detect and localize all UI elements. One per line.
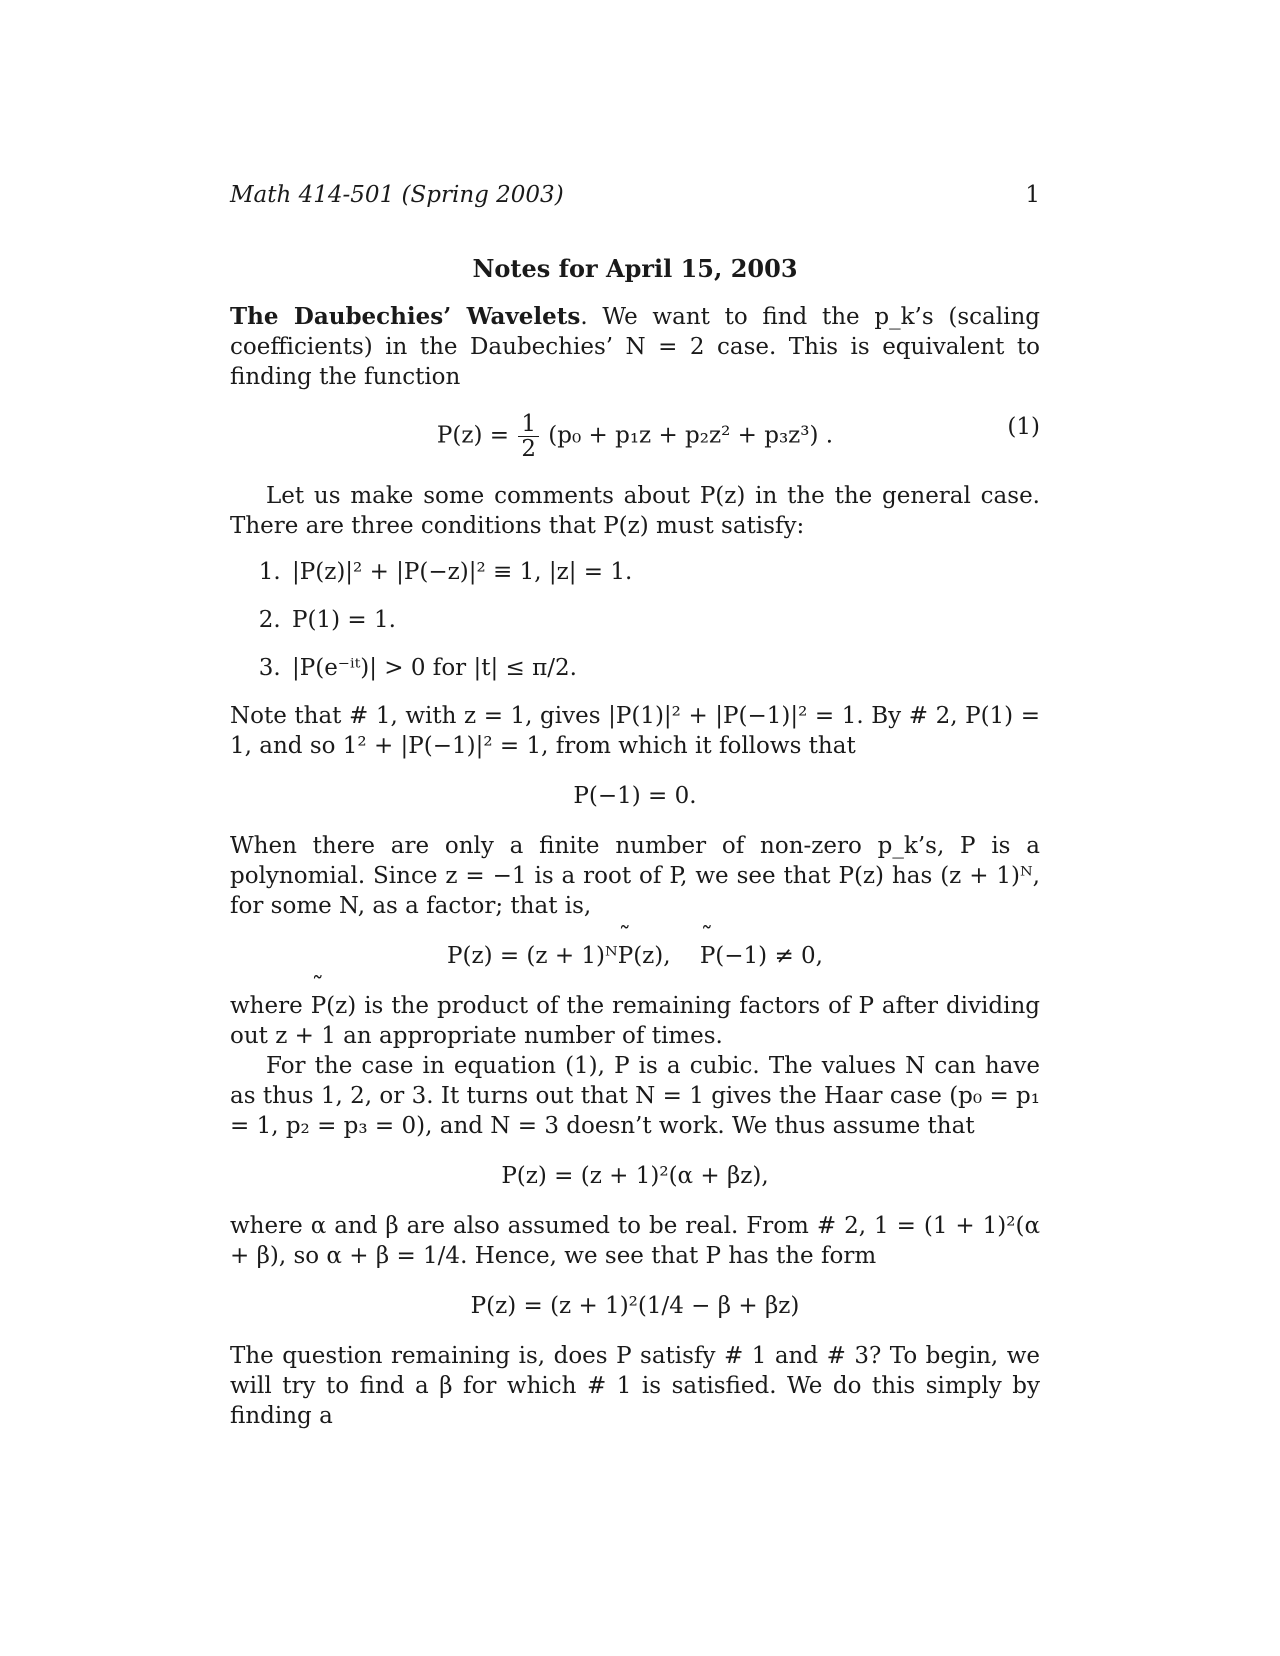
- eq3-ptilde-1: ˜ P: [618, 941, 633, 971]
- condition-item: 2. P(1) = 1.: [288, 605, 1040, 635]
- para5-ptilde: ˜ P: [311, 991, 326, 1021]
- paragraph-note: Note that # 1, with z = 1, gives |P(1)|² + |P(−1)|² = 1. By # 2, P(1) = 1, and so 1² + |P(−1)|² = 1, from which it follows that: [230, 703, 1040, 759]
- eq3-mid: (z),: [633, 943, 671, 969]
- paragraph-real-coefficients: where α and β are also assumed to be real. From # 2, 1 = (1 + 1)²(α + β), so α + β = 1/4. Hence, we see that P has the form: [230, 1213, 1040, 1269]
- equation-1: [230, 412, 1040, 461]
- conditions-list: [230, 557, 1040, 683]
- notes-title: Notes for April 15, 2003: [472, 254, 798, 283]
- paragraph-cubic-case: For the case in equation (1), P is a cubic. The values N can have as thus 1, 2, or 3. It turns out that N = 1 gives the Haar case (p₀ = p₁ = 1, p₂ = p₃ = 0), and N = 3 doesn’t work. We thus assume that: [230, 1053, 1040, 1139]
- eq1-lhs: P(z) =: [436, 422, 510, 449]
- document-page: [230, 180, 1040, 1431]
- equation-4: P(z) = (z + 1)²(α + βz),: [501, 1163, 769, 1189]
- equation-5: P(z) = (z + 1)²(1/4 − β + βz): [470, 1293, 800, 1319]
- equation-2: P(−1) = 0.: [573, 783, 697, 809]
- equation-3: [230, 941, 1040, 971]
- eq1-rhs: (p₀ + p₁z + p₂z² + p₃z³) .: [548, 422, 834, 449]
- paragraph-question: The question remaining is, does P satisfy # 1 and # 3? To begin, we will try to find a β for which # 1 is satisfied. We do this simply by finding a: [230, 1343, 1040, 1429]
- condition-item: 1. |P(z)|² + |P(−z)|² ≡ 1, |z| = 1.: [288, 557, 1040, 587]
- condition-item: 3. |P(e⁻ⁱᵗ)| > 0 for |t| ≤ π/2.: [288, 653, 1040, 683]
- paragraph-intro: [230, 302, 1040, 392]
- paragraph-conditions-intro: Let us make some comments about P(z) in the the general case. There are three conditions that P(z) must satisfy:: [230, 483, 1040, 539]
- running-header: [230, 180, 1040, 210]
- paragraph-polynomial: When there are only a finite number of non-zero p_k’s, P is a polynomial. Since z = −1 is a root of P, we see that P(z) has (z + 1)ᴺ, for some N, as a factor; that is,: [230, 833, 1040, 919]
- para5-pre: where: [230, 993, 303, 1019]
- paragraph-remaining-factors: [230, 991, 1040, 1051]
- eq1-fraction: [518, 412, 539, 461]
- para5-post: (z) is the product of the remaining factors of P after dividing out z + 1 an appropriate number of times.: [230, 993, 1041, 1049]
- page-number: 1: [1025, 182, 1040, 208]
- paragraph-intro-text: . We want to find the p_k’s (scaling coefficients) in the Daubechies’ N = 2 case. This is equivalent to finding the function: [230, 304, 1040, 390]
- eq3-left: P(z) = (z + 1)ᴺ: [447, 943, 618, 969]
- section-heading: The Daubechies’ Wavelets: [230, 303, 581, 330]
- eq1-number: (1): [1007, 414, 1040, 440]
- eq3-right: (−1) ≠ 0,: [715, 943, 823, 969]
- eq1-frac-den: 2: [521, 436, 536, 462]
- course-title: Math 414-501 (Spring 2003): [230, 182, 564, 208]
- eq1-frac-num: 1: [518, 412, 539, 437]
- eq3-ptilde-2: ˜ P: [700, 941, 715, 971]
